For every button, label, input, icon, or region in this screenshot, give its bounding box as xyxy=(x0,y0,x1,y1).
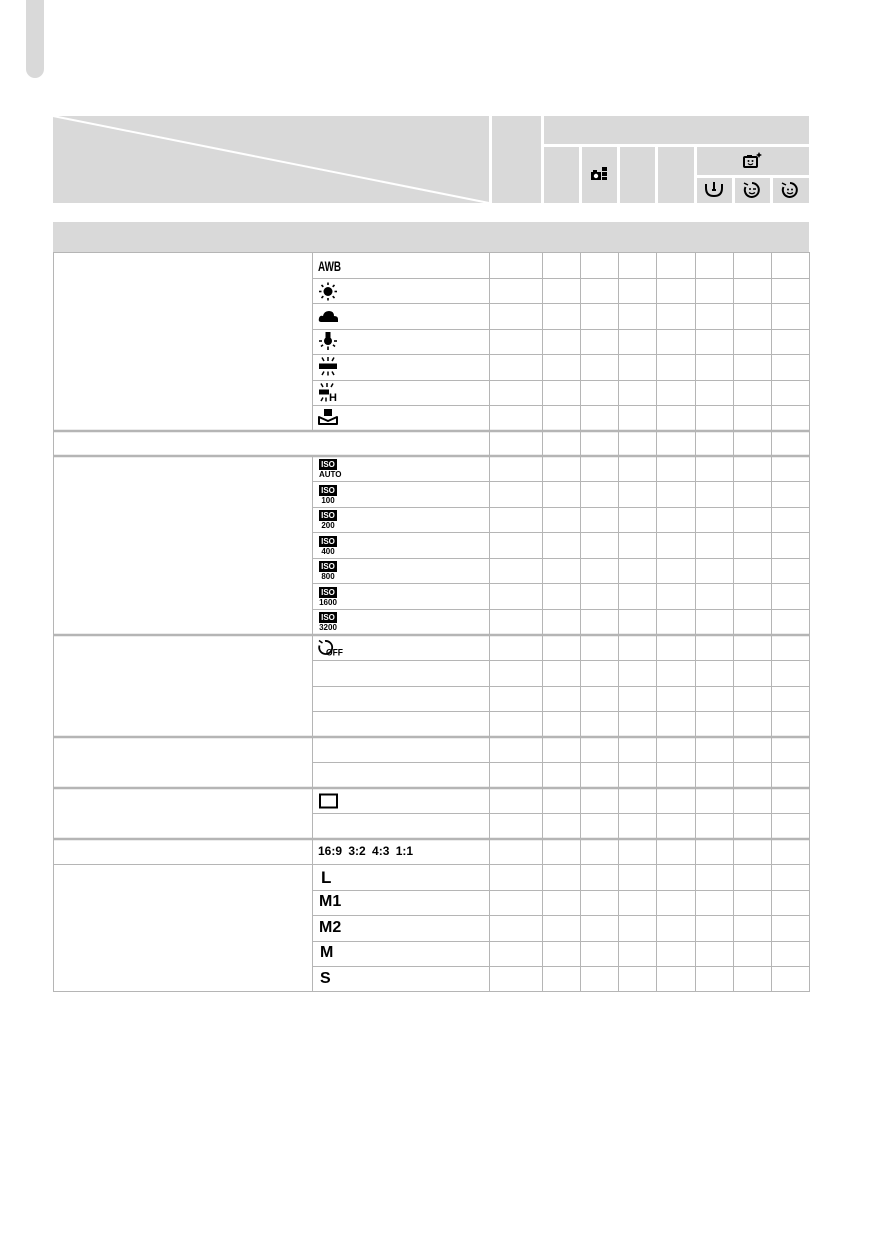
daylight-icon xyxy=(318,282,338,301)
custom-wb-icon xyxy=(318,408,338,426)
iso-200-icon: ISO 200 xyxy=(319,510,337,530)
resolution-m1-icon: M1 xyxy=(319,893,342,910)
single-shot-icon xyxy=(319,793,339,809)
aspect-ratio-icons: 16:9 3:2 4:3 1:1 xyxy=(318,844,414,858)
iso-400-icon: ISO 400 xyxy=(319,536,337,556)
resolution-l-icon: L xyxy=(321,868,332,887)
iso-3200-icon: ISO 3200 xyxy=(319,613,337,632)
svg-text:H: H xyxy=(329,392,337,404)
awb-icon xyxy=(318,258,342,273)
iso-100-icon: ISO 100 xyxy=(319,485,337,505)
fluorescent-icon xyxy=(318,357,338,376)
iso-1600-icon: ISO 1600 xyxy=(319,588,337,607)
cloudy-icon xyxy=(318,308,340,324)
fluorescent-h-icon xyxy=(318,383,338,402)
resolution-s-icon: S xyxy=(320,970,331,987)
iso-800-icon: ISO 800 xyxy=(319,561,337,581)
resolution-m2-icon: M2 xyxy=(319,919,342,936)
svg-text:AWB: AWB xyxy=(318,258,341,274)
tungsten-icon xyxy=(318,332,338,351)
resolution-m-icon: M xyxy=(320,944,334,961)
self-timer-off-icon xyxy=(318,639,344,657)
svg-text:OFF: OFF xyxy=(326,647,344,658)
iso-auto-icon: ISO AUTO xyxy=(319,460,342,479)
